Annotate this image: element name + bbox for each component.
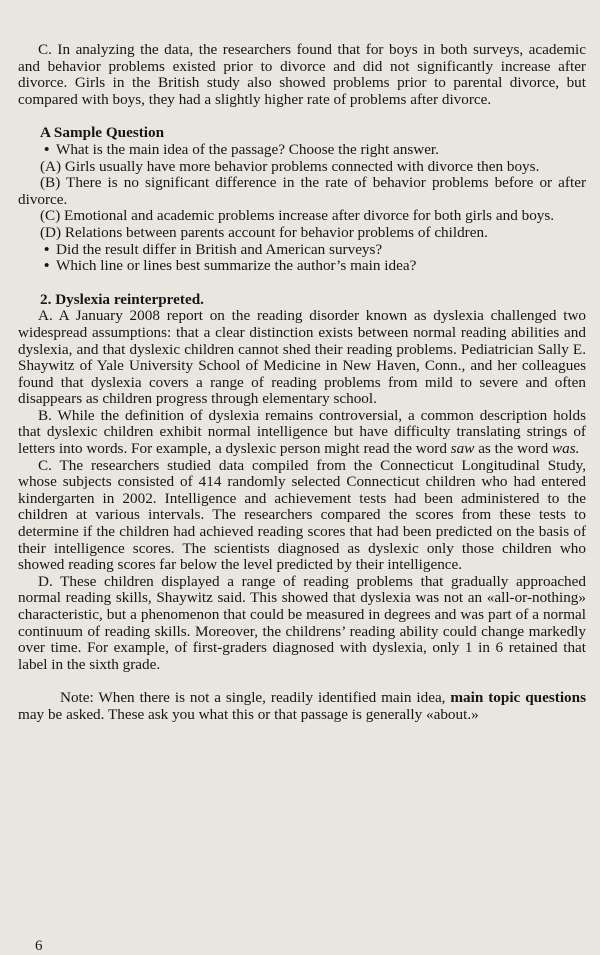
page-number: 6 xyxy=(35,938,43,955)
sample-question-2: • Did the result differ in British and American surveys? xyxy=(44,240,383,258)
answer-option-c: (C) Emotional and academic problems increase after divorce for both girls and boys. xyxy=(40,207,555,225)
answer-option-d: (D) Relations between parents account for behavior problems of children. xyxy=(40,223,488,241)
note-paragraph: Note: When there is not a single, readily identified main idea, main topic questions may be asked. These ask you what this or that passage is generally «about.» xyxy=(18,689,586,723)
sample-question-list xyxy=(18,142,586,159)
section2-paragraph-d: D. These children displayed a range of reading problems that gradually approached normal reading skills, Shaywitz said. This showed that dyslexia was not an «all-or-nothing» characteristic, but a phenomenon that could be measured in degrees and was part of a normal continuum of reading skills. Moreover, the childrens’ reading ability could change markedly over time. For example, of first-graders diagnosed with dyslexia, only 1 in 6 retained that label in the sixth grade. xyxy=(18,572,586,673)
bullet-icon: • xyxy=(44,140,50,158)
bullet-icon: • xyxy=(44,240,50,258)
section2-paragraph-a: A. A January 2008 report on the reading disorder known as dyslexia challenged two widespread assumptions: that a clear distinction exists between normal reading abilities and dyslexia, and that dyslexic children cannot shed their reading problems. Pediatrician Sally E. Shaywitz of Yale University School of Medicine in New Haven, Conn., and her colleagues found that dyslexia covers a range of reading problems from mild to severe and often disappears as children progress through elementary school. xyxy=(18,307,586,408)
answer-option-b: (B) There is no significant difference in the rate of behavior problems before or after divorce. xyxy=(18,174,586,208)
section2-paragraph-b: B. While the definition of dyslexia remains controversial, a common description holds that dyslexic children exhibit normal intelligence but have difficulty translating strings of letters into words. For example, a dyslexic person might read the word saw as the word was. xyxy=(18,406,586,458)
sample-question-1: • What is the main idea of the passage? Choose the right answer. xyxy=(44,140,439,158)
bullet-icon: • xyxy=(44,257,50,275)
section2-paragraph-c: C. The researchers studied data compiled from the Connecticut Longitudinal Study, whose subjects consisted of 414 randomly selected Connecticut children who had entered kindergarten in 2002. Intelligence and achievement tests had been administered to the children at various intervals. The researchers compared the scores from these tests to determine if the children had achieved reading scores that had been predicted on the basis of their intelligence scores. The scientists diagnosed as dyslexic only those children who showed reading scores far below the level predicted by their intelligence. xyxy=(18,456,586,574)
section2-heading: 2. Dyslexia reinterpreted. xyxy=(40,290,204,308)
answer-option-a: (A) Girls usually have more behavior problems connected with divorce then boys. xyxy=(40,157,540,175)
sample-question-followups xyxy=(18,242,586,275)
sample-question-3: • Which line or lines best summarize the author’s main idea? xyxy=(44,257,417,275)
section1-paragraph-c: C. In analyzing the data, the researchers found that for boys in both surveys, academic and behavior problems existed prior to divorce and did not significantly increase after divorce. Girls in the British study also showed problems prior to parental divorce, but compared with boys, they had a slightly higher rate of problems after divorce. xyxy=(18,41,586,108)
sample-question-heading: A Sample Question xyxy=(40,124,165,142)
